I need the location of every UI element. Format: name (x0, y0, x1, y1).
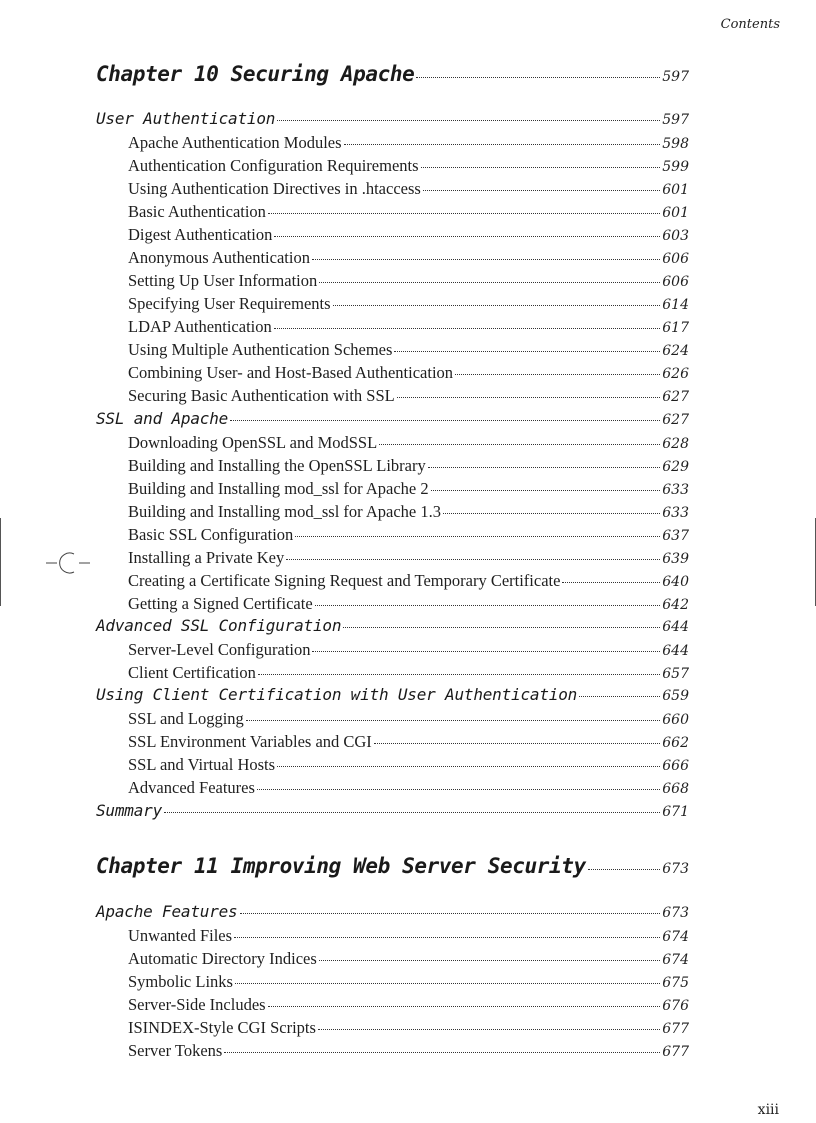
subsection-entry[interactable] (128, 431, 689, 453)
page-number: 614 (662, 297, 689, 313)
page-number: 677 (662, 1044, 689, 1060)
subsection-title: Installing a Private Key (128, 548, 285, 567)
page-number: 597 (662, 69, 689, 85)
page-number: 662 (662, 735, 689, 751)
subsection-title: Symbolic Links (128, 972, 233, 991)
leader-dots (277, 104, 660, 121)
page-number: 629 (662, 459, 689, 475)
section-title: Summary (96, 801, 163, 820)
section-title: User Authentication (96, 109, 276, 128)
leader-dots (423, 174, 660, 191)
leader-dots (295, 520, 660, 537)
leader-dots (428, 451, 661, 468)
subsection-title: Building and Installing the OpenSSL Library (128, 456, 426, 475)
subsection-title: Server-Side Includes (128, 995, 266, 1014)
section-entry[interactable] (96, 683, 689, 704)
subsection-entry[interactable] (128, 200, 689, 222)
page-number: 633 (662, 482, 689, 498)
leader-dots (240, 897, 661, 914)
leader-dots (258, 658, 660, 675)
subsection-entry[interactable] (128, 500, 689, 522)
leader-dots (235, 967, 660, 984)
subsection-title: SSL and Logging (128, 709, 244, 728)
leader-dots (268, 197, 660, 214)
subsection-entry[interactable] (128, 776, 689, 798)
page-number: 626 (662, 366, 689, 382)
subsection-title: Creating a Certificate Signing Request and Temporary Certificate (128, 571, 561, 590)
section-title: Advanced SSL Configuration (96, 616, 342, 635)
page-number: 599 (662, 159, 689, 175)
page-folio: xiii (757, 1102, 779, 1118)
subsection-entry[interactable] (128, 970, 689, 992)
page-number: 637 (662, 528, 689, 544)
subsection-entry[interactable] (128, 384, 689, 406)
leader-dots (416, 61, 660, 78)
section-entry[interactable] (96, 799, 689, 820)
subsection-title: Getting a Signed Certificate (128, 594, 313, 613)
subsection-title: SSL and Virtual Hosts (128, 755, 276, 774)
subsection-entry[interactable] (128, 246, 689, 268)
subsection-title: Downloading OpenSSL and ModSSL (128, 433, 378, 452)
subsection-entry[interactable] (128, 131, 689, 153)
page-number: 624 (662, 343, 689, 359)
running-head: Contents (720, 17, 780, 32)
subsection-title: Digest Authentication (128, 225, 273, 244)
leader-dots (562, 566, 660, 583)
leader-dots (268, 990, 661, 1007)
subsection-title: Securing Basic Authentication with SSL (128, 386, 395, 405)
subsection-title: Anonymous Authentication (128, 248, 310, 267)
leader-dots (234, 921, 660, 938)
leader-dots (230, 404, 660, 421)
leader-dots (246, 704, 660, 721)
page-number: 597 (662, 112, 689, 128)
page-number: 660 (662, 712, 689, 728)
subsection-entry[interactable] (128, 707, 689, 729)
leader-dots (374, 727, 660, 744)
leader-dots (343, 611, 660, 628)
subsection-entry[interactable] (128, 315, 689, 337)
leader-dots (421, 151, 661, 168)
page-number: 598 (662, 136, 689, 152)
subsection-title: Apache Authentication Modules (128, 133, 342, 152)
page-number: 657 (662, 666, 689, 682)
leader-dots (312, 243, 660, 260)
subsection-entry[interactable] (128, 361, 689, 383)
subsection-title: Basic Authentication (128, 202, 266, 221)
subsection-entry[interactable] (128, 338, 689, 360)
subsection-entry[interactable] (128, 993, 689, 1015)
subsection-entry[interactable] (128, 569, 689, 591)
subsection-title: LDAP Authentication (128, 317, 272, 336)
page-number: 642 (662, 597, 689, 613)
page-number: 673 (662, 905, 689, 921)
subsection-title: Unwanted Files (128, 926, 233, 945)
page-number: 675 (662, 975, 689, 991)
leader-dots (455, 358, 660, 375)
page-number: 666 (662, 758, 689, 774)
page-number: 627 (662, 412, 689, 428)
subsection-title: Specifying User Requirements (128, 294, 331, 313)
subsection-entry[interactable] (128, 477, 689, 499)
subsection-entry[interactable] (128, 523, 689, 545)
subsection-entry[interactable] (128, 454, 689, 476)
registration-mark-icon (46, 551, 92, 575)
leader-dots (277, 750, 660, 767)
subsection-entry[interactable] (128, 730, 689, 752)
leader-dots (333, 289, 661, 306)
page-number: 674 (662, 929, 689, 945)
leader-dots (431, 474, 661, 491)
page-number: 606 (662, 251, 689, 267)
section-entry[interactable] (96, 614, 689, 635)
page-number: 659 (662, 688, 689, 704)
leader-dots (319, 944, 660, 961)
subsection-entry[interactable] (128, 638, 689, 660)
subsection-entry[interactable] (128, 1016, 689, 1038)
leader-dots (274, 220, 660, 237)
leader-dots (443, 497, 660, 514)
section-entry[interactable] (96, 107, 689, 128)
page-number: 676 (662, 998, 689, 1014)
page-number: 603 (662, 228, 689, 244)
subsection-entry[interactable] (128, 292, 689, 314)
subsection-title: Server Tokens (128, 1041, 223, 1060)
subsection-title: Automatic Directory Indices (128, 949, 317, 968)
subsection-entry[interactable] (128, 924, 689, 946)
page-number: 601 (662, 205, 689, 221)
subsection-title: Building and Installing mod_ssl for Apache 2 (128, 479, 429, 498)
page-number: 633 (662, 505, 689, 521)
page-number: 617 (662, 320, 689, 336)
subsection-title: Using Multiple Authentication Schemes (128, 340, 393, 359)
subsection-title: Using Authentication Directives in .htaccess (128, 179, 421, 198)
subsection-entry[interactable] (128, 947, 689, 969)
page-number: 668 (662, 781, 689, 797)
subsection-title: Combining User- and Host-Based Authentication (128, 363, 454, 382)
subsection-title: Server-Level Configuration (128, 640, 311, 659)
leader-dots (274, 312, 661, 329)
section-title: Using Client Certification with User Authentication (96, 685, 578, 704)
chapter-title: Chapter 10 Securing Apache (96, 62, 415, 86)
subsection-title: Setting Up User Information (128, 271, 318, 290)
chapter-10-entry[interactable] (96, 62, 689, 86)
leader-dots (397, 381, 661, 398)
subsection-title: Authentication Configuration Requirements (128, 156, 419, 175)
subsection-entry[interactable] (128, 753, 689, 775)
chapter-11-entry[interactable] (96, 854, 689, 878)
page-number: 627 (662, 389, 689, 405)
page-number: 601 (662, 182, 689, 198)
crop-mark-left (0, 518, 1, 606)
leader-dots (579, 680, 660, 697)
section-entry[interactable] (96, 407, 689, 428)
leader-dots (588, 853, 661, 870)
page-number: 606 (662, 274, 689, 290)
subsection-entry[interactable] (128, 1039, 689, 1061)
subsection-title: Basic SSL Configuration (128, 525, 294, 544)
subsection-title: SSL Environment Variables and CGI (128, 732, 372, 751)
subsection-entry[interactable] (128, 269, 689, 291)
subsection-title: Building and Installing mod_ssl for Apache 1.3 (128, 502, 442, 521)
subsection-entry[interactable] (128, 154, 689, 176)
page-number: 677 (662, 1021, 689, 1037)
page-number: 674 (662, 952, 689, 968)
leader-dots (394, 335, 660, 352)
page-number: 671 (662, 804, 689, 820)
section-title: SSL and Apache (96, 409, 229, 428)
leader-dots (344, 128, 661, 145)
leader-dots (379, 428, 660, 445)
subsection-entry[interactable] (128, 223, 689, 245)
subsection-entry[interactable] (128, 546, 689, 568)
leader-dots (312, 635, 660, 652)
chapter-title: Chapter 11 Improving Web Server Security (96, 854, 586, 878)
leader-dots (318, 1013, 660, 1030)
leader-dots (286, 543, 660, 560)
page-number: 640 (662, 574, 689, 590)
leader-dots (315, 589, 661, 606)
subsection-title: Client Certification (128, 663, 256, 682)
leader-dots (224, 1036, 660, 1053)
section-entry[interactable] (96, 900, 689, 921)
leader-dots (164, 796, 660, 813)
page-number: 644 (662, 619, 689, 635)
subsection-title: ISINDEX-Style CGI Scripts (128, 1018, 316, 1037)
leader-dots (319, 266, 660, 283)
page-number: 628 (662, 436, 689, 452)
leader-dots (257, 773, 660, 790)
page-number: 644 (662, 643, 689, 659)
subsection-title: Advanced Features (128, 778, 255, 797)
subsection-entry[interactable] (128, 177, 689, 199)
section-title: Apache Features (96, 902, 238, 921)
page-number: 673 (662, 861, 689, 877)
page-number: 639 (662, 551, 689, 567)
